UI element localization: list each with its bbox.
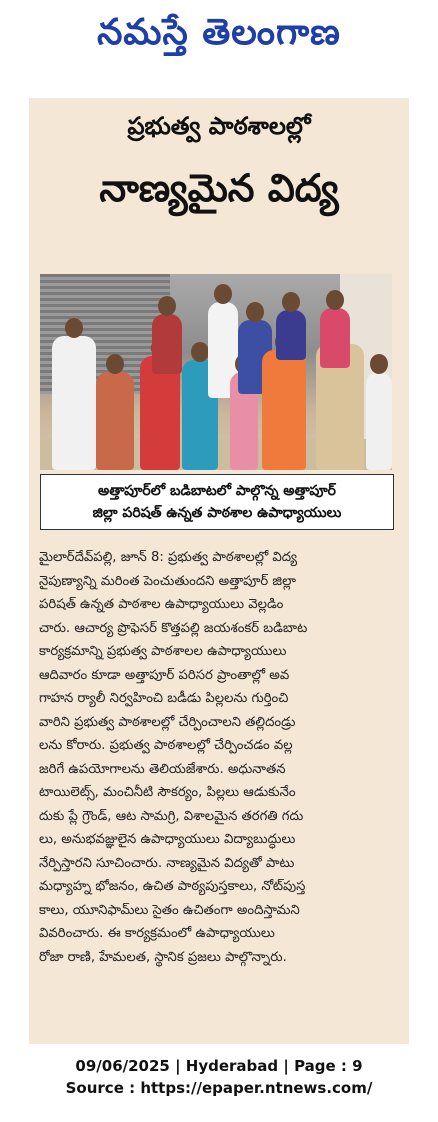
article-photo bbox=[40, 274, 392, 470]
caption-line: జిల్లా పరిషత్ ఉన్నత పాఠశాల ఉపాధ్యాయులు bbox=[92, 505, 342, 521]
body-line: లను కోరారు. ప్రభుత్వ పాఠశాలల్లో చేర్పించడం వల్ల bbox=[39, 738, 293, 753]
photo-person bbox=[262, 350, 306, 470]
article-kicker: ప్రభుత్వ పాఠశాలల్లో bbox=[127, 112, 311, 140]
photo-person bbox=[366, 372, 392, 470]
caption-line: అత్తాపూర్‌లో బడిబాటలో పాల్గొన్న అత్తాపూర్ bbox=[98, 483, 336, 499]
photo-person bbox=[152, 314, 182, 374]
news-clipping bbox=[29, 98, 409, 1044]
photo-person bbox=[96, 372, 134, 470]
body-line: టాయిలెట్స్, మంచినీటి సౌకర్యం, పిల్లలు ఆడుకునేం bbox=[39, 785, 296, 800]
body-line: చారు. ఆచార్య ప్రొఫెసర్ కొత్తపల్లి జయశంకర్ బడిబాట bbox=[39, 620, 308, 636]
photo-person bbox=[276, 310, 306, 360]
body-line: వారిని ప్రభుత్వ పాఠశాలల్లో చేర్పించాలని తల్లిదండ్రు bbox=[39, 714, 296, 730]
masthead-title: నమస్తే తెలంగాణ bbox=[97, 12, 341, 53]
body-line: కార్యక్రమాన్ని ప్రభుత్వ పాఠశాలల ఉపాధ్యాయులు bbox=[39, 644, 287, 659]
body-line: మధ్యాహ్న భోజనం, ఉచిత పాఠ్యపుస్తకాలు, నోట్‌పుస్త bbox=[39, 879, 306, 894]
article-body bbox=[39, 546, 401, 969]
photo-person bbox=[52, 336, 96, 470]
body-line: మైలార్‌దేవ్‌పల్లి, జూన్ 8: ప్రభుత్వ పాఠశాలల్లో విద్య bbox=[39, 550, 298, 565]
newspaper-masthead bbox=[0, 4, 438, 70]
body-line: వివరించారు. ఈ కార్యక్రమంలో ఉపాధ్యాయులు bbox=[39, 926, 275, 941]
photo-person bbox=[320, 308, 350, 368]
body-line: దుకు ప్లే గ్రౌండ్, ఆట సామగ్రి, విశాలమైన తరగతి గదు bbox=[39, 808, 304, 824]
footer-source: Source : https://epaper.ntnews.com/ bbox=[65, 1079, 373, 1097]
photo-caption bbox=[40, 474, 394, 530]
body-line: కాలు, యూనిఫామ్‌లు సైతం ఉచితంగా అందిస్తామని bbox=[39, 902, 300, 918]
footer-dateline: 09/06/2025 | Hyderabad | Page : 9 bbox=[75, 1057, 363, 1075]
body-line: లు, అనుభవజ్ఞులైన ఉపాధ్యాయులు విద్యాబుద్ధులు bbox=[39, 832, 296, 847]
article-headline: నాణ్యమైన విద్య bbox=[99, 166, 339, 210]
body-line: పరిషత్ ఉన్నత పాఠశాల ఉపాధ్యాయులు వెల్లడిం bbox=[39, 597, 284, 612]
body-line: నైపుణ్యాన్ని మరింత పెంచుతుందని అత్తాపూర్ జిల్లా bbox=[39, 573, 296, 589]
page-footer bbox=[0, 1055, 438, 1099]
body-line: జరిగే ఉపయోగాలను తెలియజేశారు. అధునాతన bbox=[39, 761, 286, 777]
body-line: రోజా రాణి, హేమలత, స్థానిక ప్రజలు పాల్గొన్నారు. bbox=[39, 949, 287, 965]
body-line: ఆదివారం కూడా అత్తాపూర్ పరిసర ప్రాంతాల్లో అవ bbox=[39, 667, 290, 683]
body-line: నేర్పిస్తారని సూచించారు. నాణ్యమైన విద్యతో పాటు bbox=[39, 855, 295, 871]
body-line: గాహన ర్యాలీ నిర్వహించి బడీడు పిల్లలను గుర్తించి bbox=[39, 691, 289, 706]
